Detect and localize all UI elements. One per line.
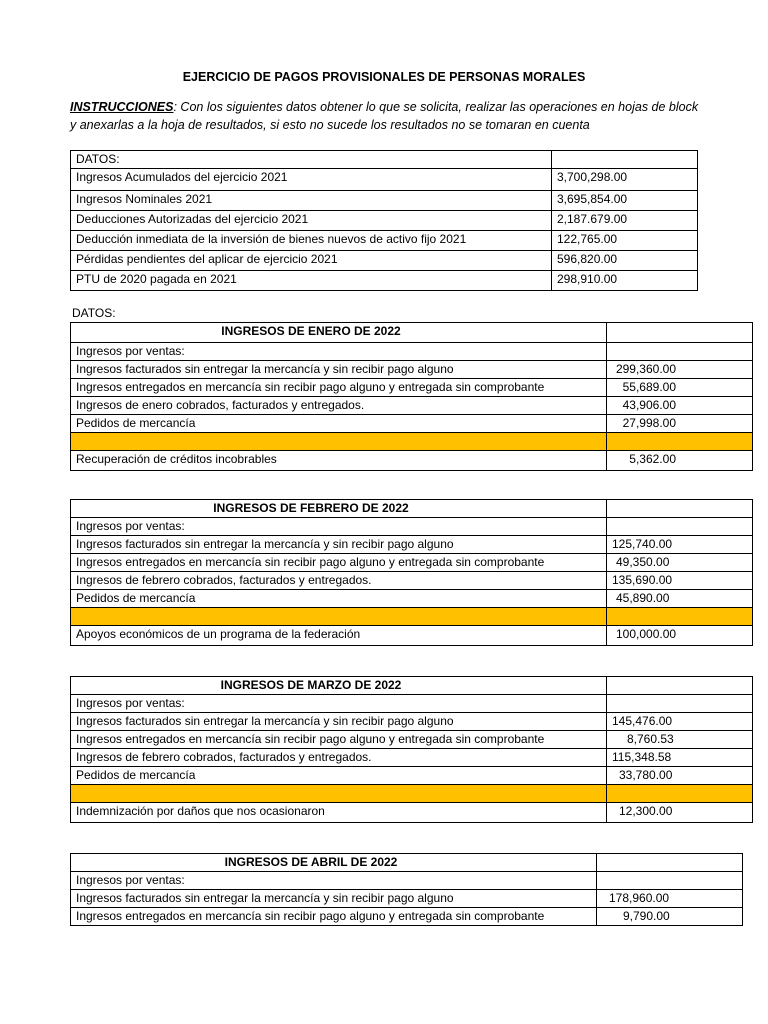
table-row — [71, 231, 698, 251]
febrero-table — [70, 499, 753, 646]
table-row — [71, 415, 753, 433]
table-row — [71, 890, 743, 908]
table-row — [71, 908, 743, 926]
highlight-row — [71, 785, 753, 803]
enero-header: INGRESOS DE ENERO DE 2022 — [71, 323, 607, 343]
enero-label: Pedidos de mercancía — [71, 415, 607, 433]
febrero-label: Ingresos de febrero cobrados, facturados y entregados. — [71, 572, 607, 590]
table-row — [71, 500, 753, 518]
febrero-value: 49,350.00 — [607, 554, 753, 572]
table-row — [71, 872, 743, 890]
table-row — [71, 361, 753, 379]
febrero-value: 135,690.00 — [607, 572, 753, 590]
highlight-row — [71, 433, 753, 451]
datos-value: 298,910.00 — [552, 271, 698, 291]
febrero-label: Pedidos de mercancía — [71, 590, 607, 608]
datos-value: 596,820.00 — [552, 251, 698, 271]
table-row — [71, 749, 753, 767]
enero-value: 5,362.00 — [607, 451, 753, 471]
febrero-value: 100,000.00 — [607, 626, 753, 646]
table-row — [71, 854, 743, 872]
table-row — [71, 343, 753, 361]
enero-table — [70, 322, 753, 471]
table-row — [71, 271, 698, 291]
table-row — [71, 803, 753, 823]
abril-value: 178,960.00 — [597, 890, 743, 908]
marzo-label: Ingresos facturados sin entregar la mercancía y sin recibir pago alguno — [71, 713, 607, 731]
table-row — [71, 211, 698, 231]
marzo-label: Indemnización por daños que nos ocasionaron — [71, 803, 607, 823]
marzo-subheader: Ingresos por ventas: — [71, 695, 607, 713]
table-row — [71, 251, 698, 271]
febrero-subheader: Ingresos por ventas: — [71, 518, 607, 536]
enero-value: 299,360.00 — [607, 361, 753, 379]
abril-header: INGRESOS DE ABRIL DE 2022 — [71, 854, 597, 872]
enero-value: 55,689.00 — [607, 379, 753, 397]
instructions — [70, 98, 700, 134]
enero-label: Ingresos de enero cobrados, facturados y entregados. — [71, 397, 607, 415]
datos-table — [70, 150, 698, 291]
datos-section-label: DATOS: — [72, 306, 116, 320]
enero-value: 27,998.00 — [607, 415, 753, 433]
datos-label: PTU de 2020 pagada en 2021 — [71, 271, 552, 291]
abril-table — [70, 853, 743, 926]
datos-value: 2,187.679.00 — [552, 211, 698, 231]
table-row — [71, 536, 753, 554]
marzo-table — [70, 676, 753, 823]
marzo-label: Pedidos de mercancía — [71, 767, 607, 785]
abril-label: Ingresos facturados sin entregar la mercancía y sin recibir pago alguno — [71, 890, 597, 908]
table-row — [71, 731, 753, 749]
instructions-text: : Con los siguientes datos obtener lo que se solicita, realizar las operaciones en hojas de block y anexarlas a la hoja de resultados, si esto no sucede los resultados no se tomaran en cuenta — [70, 100, 699, 132]
table-row — [71, 379, 753, 397]
febrero-label: Ingresos entregados en mercancía sin recibir pago alguno y entregada sin comprobante — [71, 554, 607, 572]
abril-value: 9,790.00 — [597, 908, 743, 926]
enero-value: 43,906.00 — [607, 397, 753, 415]
highlight-row — [71, 608, 753, 626]
marzo-value: 12,300.00 — [607, 803, 753, 823]
marzo-label: Ingresos entregados en mercancía sin recibir pago alguno y entregada sin comprobante — [71, 731, 607, 749]
marzo-header: INGRESOS DE MARZO DE 2022 — [71, 677, 607, 695]
datos-label: Pérdidas pendientes del aplicar de ejercicio 2021 — [71, 251, 552, 271]
table-row — [71, 518, 753, 536]
table-row — [71, 767, 753, 785]
table-row — [71, 677, 753, 695]
table-row — [71, 323, 753, 343]
febrero-value: 125,740.00 — [607, 536, 753, 554]
datos-value: 3,695,854.00 — [552, 191, 698, 211]
febrero-value: 45,890.00 — [607, 590, 753, 608]
marzo-value: 115,348.58 — [607, 749, 753, 767]
febrero-label: Apoyos económicos de un programa de la federación — [71, 626, 607, 646]
marzo-value: 33,780.00 — [607, 767, 753, 785]
marzo-value: 8,760.53 — [607, 731, 753, 749]
table-row — [71, 151, 698, 169]
enero-label: Ingresos facturados sin entregar la mercancía y sin recibir pago alguno — [71, 361, 607, 379]
datos-header: DATOS: — [71, 151, 552, 169]
datos-label: Ingresos Acumulados del ejercicio 2021 — [71, 169, 552, 191]
datos-value: 122,765.00 — [552, 231, 698, 251]
febrero-label: Ingresos facturados sin entregar la mercancía y sin recibir pago alguno — [71, 536, 607, 554]
table-row — [71, 713, 753, 731]
instructions-label: INSTRUCCIONES — [70, 100, 174, 114]
table-row — [71, 169, 698, 191]
datos-label: Deducción inmediata de la inversión de bienes nuevos de activo fijo 2021 — [71, 231, 552, 251]
table-row — [71, 626, 753, 646]
enero-label: Recuperación de créditos incobrables — [71, 451, 607, 471]
datos-value: 3,700,298.00 — [552, 169, 698, 191]
table-row — [71, 554, 753, 572]
table-row — [71, 397, 753, 415]
marzo-label: Ingresos de febrero cobrados, facturados y entregados. — [71, 749, 607, 767]
febrero-header: INGRESOS DE FEBRERO DE 2022 — [71, 500, 607, 518]
table-row — [71, 695, 753, 713]
document-title: EJERCICIO DE PAGOS PROVISIONALES DE PERSONAS MORALES — [182, 70, 586, 84]
marzo-value: 145,476.00 — [607, 713, 753, 731]
table-row — [71, 451, 753, 471]
enero-subheader: Ingresos por ventas: — [71, 343, 607, 361]
datos-label: Ingresos Nominales 2021 — [71, 191, 552, 211]
table-row — [71, 572, 753, 590]
abril-label: Ingresos entregados en mercancía sin recibir pago alguno y entregada sin comprobante — [71, 908, 597, 926]
abril-subheader: Ingresos por ventas: — [71, 872, 597, 890]
datos-label: Deducciones Autorizadas del ejercicio 2021 — [71, 211, 552, 231]
table-row — [71, 590, 753, 608]
enero-label: Ingresos entregados en mercancía sin recibir pago alguno y entregada sin comprobante — [71, 379, 607, 397]
table-row — [71, 191, 698, 211]
